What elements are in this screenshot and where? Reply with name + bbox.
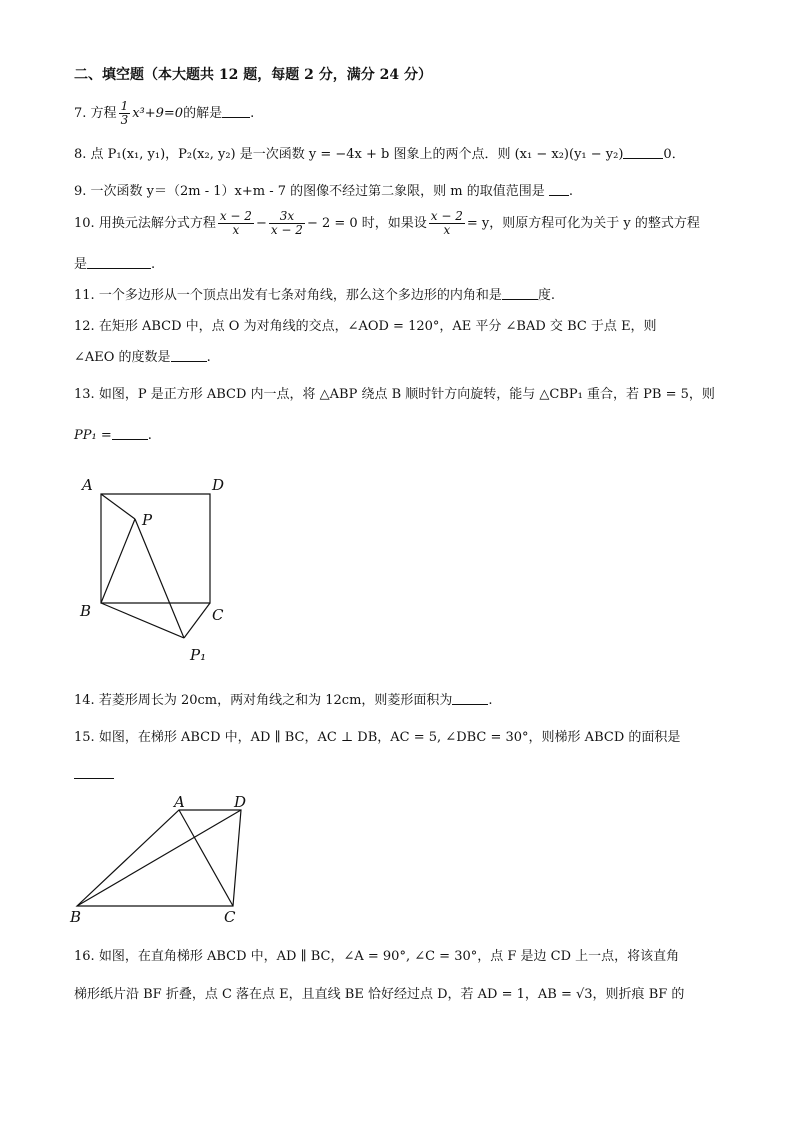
fig13-square-abcd bbox=[101, 494, 210, 603]
question-13 bbox=[74, 386, 715, 404]
q11-text: 一个多边形从一个顶点出发有七条对角线，那么这个多边形的内角和是 bbox=[98, 288, 502, 303]
fig13-segment-ap bbox=[101, 494, 135, 519]
q10-post: = y，则原方程可化为关于 y 的整式方程 bbox=[466, 216, 700, 231]
q12-line2: ∠AEO 的度数是 bbox=[74, 350, 171, 365]
q9-blank[interactable] bbox=[549, 183, 569, 196]
fig15-label-b: B bbox=[70, 908, 82, 926]
q10-pre: 用换元法解分式方程 bbox=[98, 216, 216, 231]
fig13-label-p: P bbox=[142, 511, 153, 529]
q10-blank[interactable] bbox=[87, 256, 151, 269]
q13-blank[interactable] bbox=[112, 427, 148, 440]
q8-blank[interactable] bbox=[623, 146, 663, 159]
fig13-label-p1: P₁ bbox=[190, 646, 207, 664]
question-7 bbox=[74, 100, 254, 127]
q9-text: 一次函数 y＝（2m - 1）x+m - 7 的图像不经过第二象限，则 m 的取值范围是 bbox=[90, 184, 545, 199]
question-16 bbox=[74, 948, 679, 966]
question-15 bbox=[74, 729, 680, 747]
fig13-label-d: D bbox=[212, 476, 225, 494]
question-8 bbox=[74, 146, 685, 164]
q9-end: . bbox=[568, 184, 574, 199]
fig13-segment-cp1 bbox=[184, 603, 210, 638]
q10-minus: − bbox=[255, 216, 267, 231]
q10-f3-den: x bbox=[443, 223, 451, 237]
question-10-line-2 bbox=[74, 256, 155, 274]
q10-mid: − 2 = 0 时，如果设 bbox=[306, 216, 427, 231]
q14-text: 若菱形周长为 20cm，两对角线之和为 12cm，则菱形面积为 bbox=[98, 693, 453, 708]
section-title: 二、填空题（本大题共 12 题，每题 2 分，满分 24 分） bbox=[74, 67, 432, 83]
q9-number: 9. bbox=[74, 184, 87, 199]
q13-line2-end: . bbox=[147, 428, 152, 443]
fig15-label-c: C bbox=[224, 908, 236, 926]
q7-blank[interactable] bbox=[222, 105, 250, 118]
question-12-line-2 bbox=[74, 349, 211, 367]
q7-number: 7. bbox=[74, 106, 87, 121]
q7-end: . bbox=[250, 106, 255, 121]
q11-number: 11. bbox=[74, 288, 95, 303]
fig13-label-b: B bbox=[80, 602, 92, 620]
q8-end: 0． bbox=[663, 147, 685, 162]
q16-text: 如图，在直角梯形 ABCD 中，AD ∥ BC，∠A = 90°, ∠C = 30°，点 F 是边 CD 上一点，将该直角 bbox=[98, 949, 680, 964]
q10-f2-den: x − 2 bbox=[270, 223, 303, 237]
q10-fraction-2 bbox=[269, 210, 305, 237]
q13-line2: PP₁ = bbox=[74, 428, 112, 443]
q12-blank[interactable] bbox=[171, 349, 207, 362]
q14-number: 14. bbox=[74, 693, 95, 708]
fig15-label-d: D bbox=[234, 793, 247, 811]
question-12 bbox=[74, 318, 657, 336]
fig15-label-a: A bbox=[174, 793, 185, 811]
q10-fraction-3 bbox=[429, 210, 465, 237]
q12-text: 在矩形 ABCD 中，点 O 为对角线的交点，∠AOD = 120°，AE 平分 ∠BAD 交 BC 于点 E，则 bbox=[98, 319, 657, 334]
question-13-line-2 bbox=[74, 427, 152, 445]
question-10 bbox=[74, 210, 700, 237]
q13-number: 13. bbox=[74, 387, 95, 402]
q16-line2: 梯形纸片沿 BF 折叠，点 C 落在点 E，且直线 BE 恰好经过点 D，若 AD = 1，AB = √3，则折痕 BF 的 bbox=[74, 987, 685, 1002]
question-16-line-2 bbox=[74, 986, 684, 1004]
q10-number: 10. bbox=[74, 216, 95, 231]
q10-fraction-1 bbox=[218, 210, 254, 237]
q15-number: 15. bbox=[74, 730, 95, 745]
q7-expr: x³+9=0 bbox=[132, 106, 184, 121]
q7-fraction bbox=[119, 100, 131, 127]
fig13-label-a: A bbox=[82, 476, 93, 494]
fig13-segment-bp bbox=[101, 519, 135, 603]
q14-end: . bbox=[488, 693, 493, 708]
q11-end: 度. bbox=[537, 288, 555, 303]
figure-15-trapezoid bbox=[66, 792, 266, 927]
q10-line2-end: . bbox=[151, 257, 156, 272]
q11-blank[interactable] bbox=[502, 287, 538, 300]
q10-f2-num: 3x bbox=[269, 210, 305, 224]
figure-13-square bbox=[74, 472, 254, 672]
q10-f3-num: x − 2 bbox=[430, 209, 463, 223]
fig15-diagonal-ac bbox=[179, 810, 233, 906]
fig15-diagonal-bd bbox=[77, 810, 241, 906]
question-14 bbox=[74, 692, 493, 710]
q8-number: 8. bbox=[74, 147, 87, 162]
q10-f1-den: x bbox=[232, 223, 240, 237]
q7-post: 的解是 bbox=[183, 106, 223, 121]
q10-f1-num: x − 2 bbox=[219, 209, 252, 223]
q15-text: 如图，在梯形 ABCD 中，AD ∥ BC，AC ⊥ DB，AC = 5, ∠DBC = 30°，则梯形 ABCD 的面积是 bbox=[98, 730, 681, 745]
q7-pre: 方程 bbox=[90, 106, 117, 121]
q14-blank[interactable] bbox=[452, 692, 488, 705]
question-9 bbox=[74, 183, 573, 201]
question-15-line-2 bbox=[74, 766, 114, 784]
q7-frac-den: 3 bbox=[120, 113, 129, 127]
q15-blank[interactable] bbox=[74, 766, 114, 779]
fig13-label-c: C bbox=[212, 606, 224, 624]
q7-frac-num: 1 bbox=[120, 99, 129, 113]
q12-line2-end: . bbox=[206, 350, 211, 365]
q12-number: 12. bbox=[74, 319, 95, 334]
q13-text: 如图，P 是正方形 ABCD 内一点，将 △ABP 绕点 B 顺时针方向旋转，能与 △CBP₁ 重合，若 PB = 5，则 bbox=[98, 387, 715, 402]
question-11 bbox=[74, 287, 555, 305]
q8-text: 点 P₁(x₁, y₁)，P₂(x₂, y₂) 是一次函数 y = −4x + b 图象上的两个点．则 (x₁ − x₂)(y₁ − y₂) bbox=[90, 147, 624, 162]
q16-number: 16. bbox=[74, 949, 95, 964]
q10-line2: 是 bbox=[74, 257, 88, 272]
